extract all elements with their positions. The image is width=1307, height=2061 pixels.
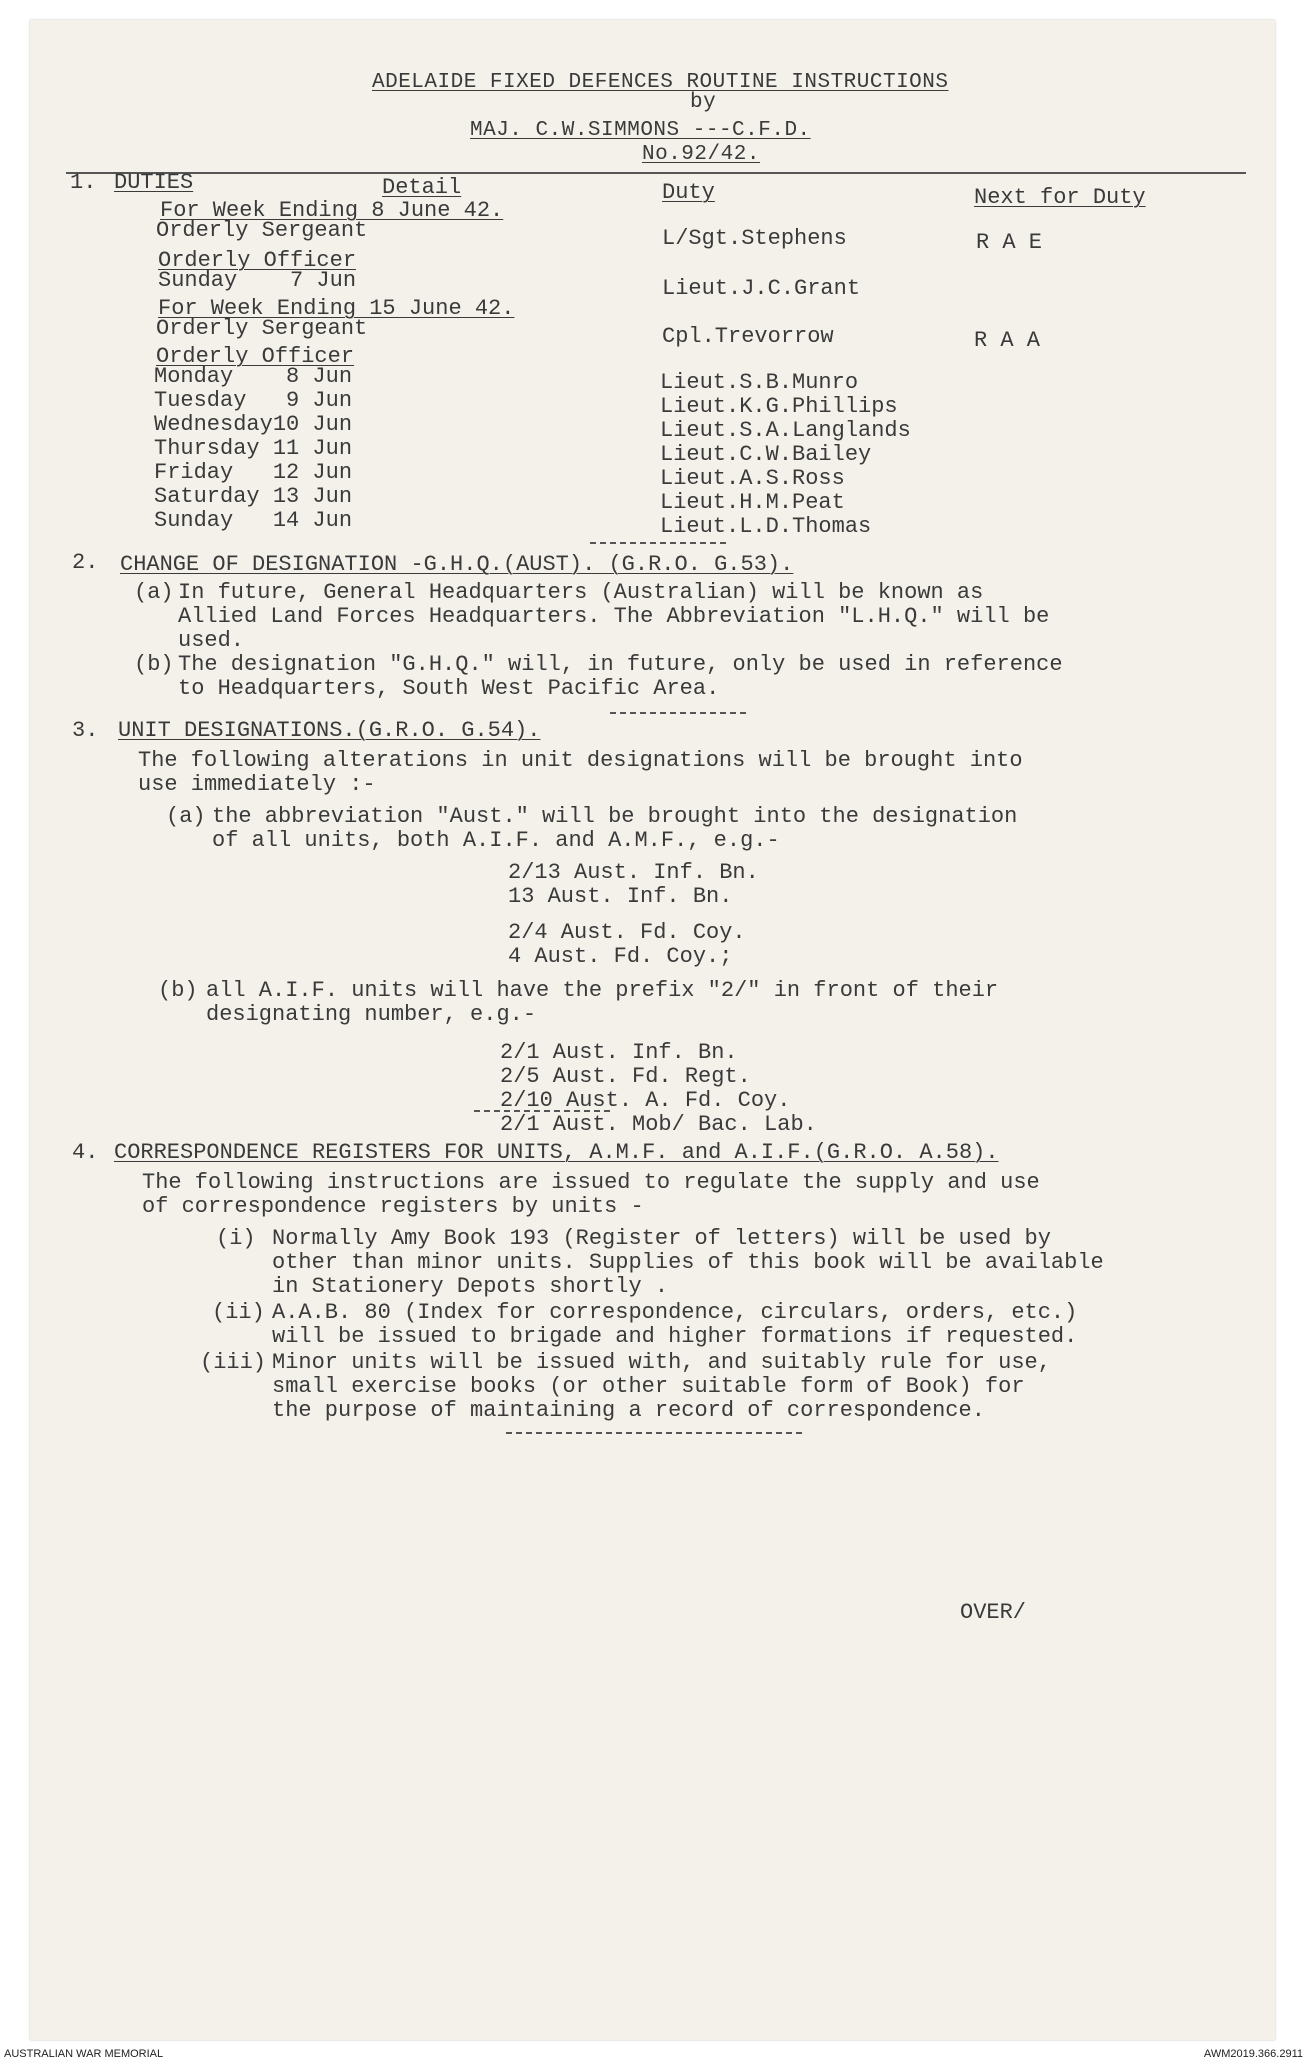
example-unit: 2/13 Aust. Inf. Bn. [508, 860, 759, 885]
section-2-a-line: Allied Land Forces Headquarters. The Abbreviation "L.H.Q." will be [178, 604, 1050, 629]
section-4-i-line: Normally Amy Book 193 (Register of letters) will be used by [272, 1226, 1051, 1251]
section-4-iii-line: small exercise books (or other suitable form of Book) for [272, 1374, 1025, 1399]
section-4-iii-line: the purpose of maintaining a record of correspondence. [272, 1398, 985, 1423]
footer-source: AUSTRALIAN WAR MEMORIAL [4, 2048, 164, 2060]
week-1-sergeant-label: Orderly Sergeant [156, 218, 368, 243]
week-1-heading: For Week Ending 8 June 42. [160, 198, 504, 223]
week-2-officer-label: Orderly Officer [156, 344, 355, 369]
section-4-intro: of correspondence registers by units - [142, 1194, 644, 1219]
section-1-heading: DUTIES [114, 170, 194, 195]
section-2-a-mark: (a) [134, 580, 174, 605]
section-4-i-line: other than minor units. Supplies of this book will be available [272, 1250, 1104, 1275]
author-line: MAJ. C.W.SIMMONS ---C.F.D. [470, 119, 811, 142]
section-3-intro: use immediately :- [138, 772, 376, 797]
column-header-detail: Detail [382, 175, 462, 200]
roster-day: Friday 12 Jun [154, 460, 353, 485]
week-1-sergeant-next: R A E [976, 230, 1043, 255]
section-2-b-line: to Headquarters, South West Pacific Area. [178, 676, 720, 701]
roster-duty: Lieut.C.W.Bailey [660, 442, 872, 467]
section-3-a-line: of all units, both A.I.F. and A.M.F., e.g.- [212, 828, 780, 853]
example-unit: 2/5 Aust. Fd. Regt. [500, 1064, 751, 1089]
section-4-ii-line: A.A.B. 80 (Index for correspondence, circulars, orders, etc.) [272, 1300, 1078, 1325]
section-divider [610, 712, 746, 714]
section-divider [590, 542, 726, 544]
section-4-ii-line: will be issued to brigade and higher formations if requested. [272, 1324, 1078, 1349]
document-title: ADELAIDE FIXED DEFENCES ROUTINE INSTRUCTIONS [372, 71, 949, 94]
column-header-next: Next for Duty [974, 185, 1146, 210]
example-unit: 2/10 Aust. A. Fd. Coy. [500, 1088, 791, 1113]
roster-duty: Lieut.S.B.Munro [660, 370, 859, 395]
section-2-a-line: In future, General Headquarters (Australian) will be known as [178, 580, 984, 605]
section-2-a-line: used. [178, 628, 245, 653]
roster-duty: Lieut.A.S.Ross [660, 466, 845, 491]
roster-day: Saturday 13 Jun [154, 484, 353, 509]
section-divider [506, 1432, 802, 1434]
example-unit: 2/1 Aust. Inf. Bn. [500, 1040, 738, 1065]
footer-accession: AWM2019.366.2911 [1203, 2048, 1303, 2060]
roster-duty: Lieut.L.D.Thomas [660, 514, 872, 539]
roster-duty: Lieut.S.A.Langlands [660, 418, 911, 443]
week-2-sergeant-next: R A A [974, 328, 1041, 353]
roster-day: Wednesday10 Jun [154, 412, 353, 437]
section-1-number: 1. [70, 170, 97, 195]
week-1-sergeant-duty: L/Sgt.Stephens [662, 226, 847, 251]
section-3-intro: The following alterations in unit designations will be brought into [138, 748, 1023, 773]
example-unit: 13 Aust. Inf. Bn. [508, 884, 733, 909]
section-4-iii-mark: (iii) [200, 1350, 267, 1375]
instruction-number: No.92/42. [642, 143, 760, 166]
section-3-b-line: designating number, e.g.- [206, 1002, 537, 1027]
section-4-i-line: in Stationery Depots shortly . [272, 1274, 669, 1299]
section-4-intro: The following instructions are issued to regulate the supply and use [142, 1170, 1040, 1195]
section-4-number: 4. [72, 1140, 99, 1165]
roster-duty: Lieut.H.M.Peat [660, 490, 845, 515]
column-header-duty: Duty [662, 180, 715, 205]
week-2-heading: For Week Ending 15 June 42. [158, 296, 515, 321]
section-4-iii-line: Minor units will be issued with, and suitably rule for use, [272, 1350, 1051, 1375]
header-rule [66, 172, 1246, 174]
section-4-heading: CORRESPONDENCE REGISTERS FOR UNITS, A.M.F. and A.I.F.(G.R.O. A.58). [114, 1140, 999, 1165]
example-unit: 2/1 Aust. Mob/ Bac. Lab. [500, 1112, 817, 1137]
section-4-ii-mark: (ii) [212, 1300, 265, 1325]
section-3-a-line: the abbreviation "Aust." will be brought into the designation [212, 804, 1018, 829]
document-page [30, 20, 1275, 2040]
section-3-b-line: all A.I.F. units will have the prefix "2/" in front of their [206, 978, 999, 1003]
section-4-i-mark: (i) [216, 1226, 256, 1251]
roster-day: Tuesday 9 Jun [154, 388, 353, 413]
section-3-a-mark: (a) [166, 804, 206, 829]
week-1-officer-duty: Lieut.J.C.Grant [662, 276, 861, 301]
title-by: by [690, 91, 717, 114]
week-2-sergeant-duty: Cpl.Trevorrow [662, 324, 834, 349]
section-3-heading: UNIT DESIGNATIONS.(G.R.O. G.54). [118, 718, 541, 743]
section-3-number: 3. [72, 718, 99, 743]
example-unit: 4 Aust. Fd. Coy.; [508, 944, 733, 969]
roster-day: Thursday 11 Jun [154, 436, 353, 461]
over-marker: OVER/ [960, 1600, 1027, 1625]
section-3-b-mark: (b) [158, 978, 198, 1003]
week-1-officer-label: Orderly Officer [158, 248, 357, 273]
week-2-sergeant-label: Orderly Sergeant [156, 316, 368, 341]
section-2-number: 2. [72, 550, 99, 575]
section-2-b-line: The designation "G.H.Q." will, in future, only be used in reference [178, 652, 1063, 677]
roster-day: Monday 8 Jun [154, 364, 353, 389]
roster-day: Sunday 14 Jun [154, 508, 353, 533]
section-2-heading: CHANGE OF DESIGNATION -G.H.Q.(AUST). (G.R.O. G.53). [120, 552, 794, 577]
example-unit: 2/4 Aust. Fd. Coy. [508, 920, 746, 945]
section-2-b-mark: (b) [134, 652, 174, 677]
week-1-officer-day: Sunday 7 Jun [158, 268, 357, 293]
roster-duty: Lieut.K.G.Phillips [660, 394, 898, 419]
section-divider [474, 1110, 610, 1112]
